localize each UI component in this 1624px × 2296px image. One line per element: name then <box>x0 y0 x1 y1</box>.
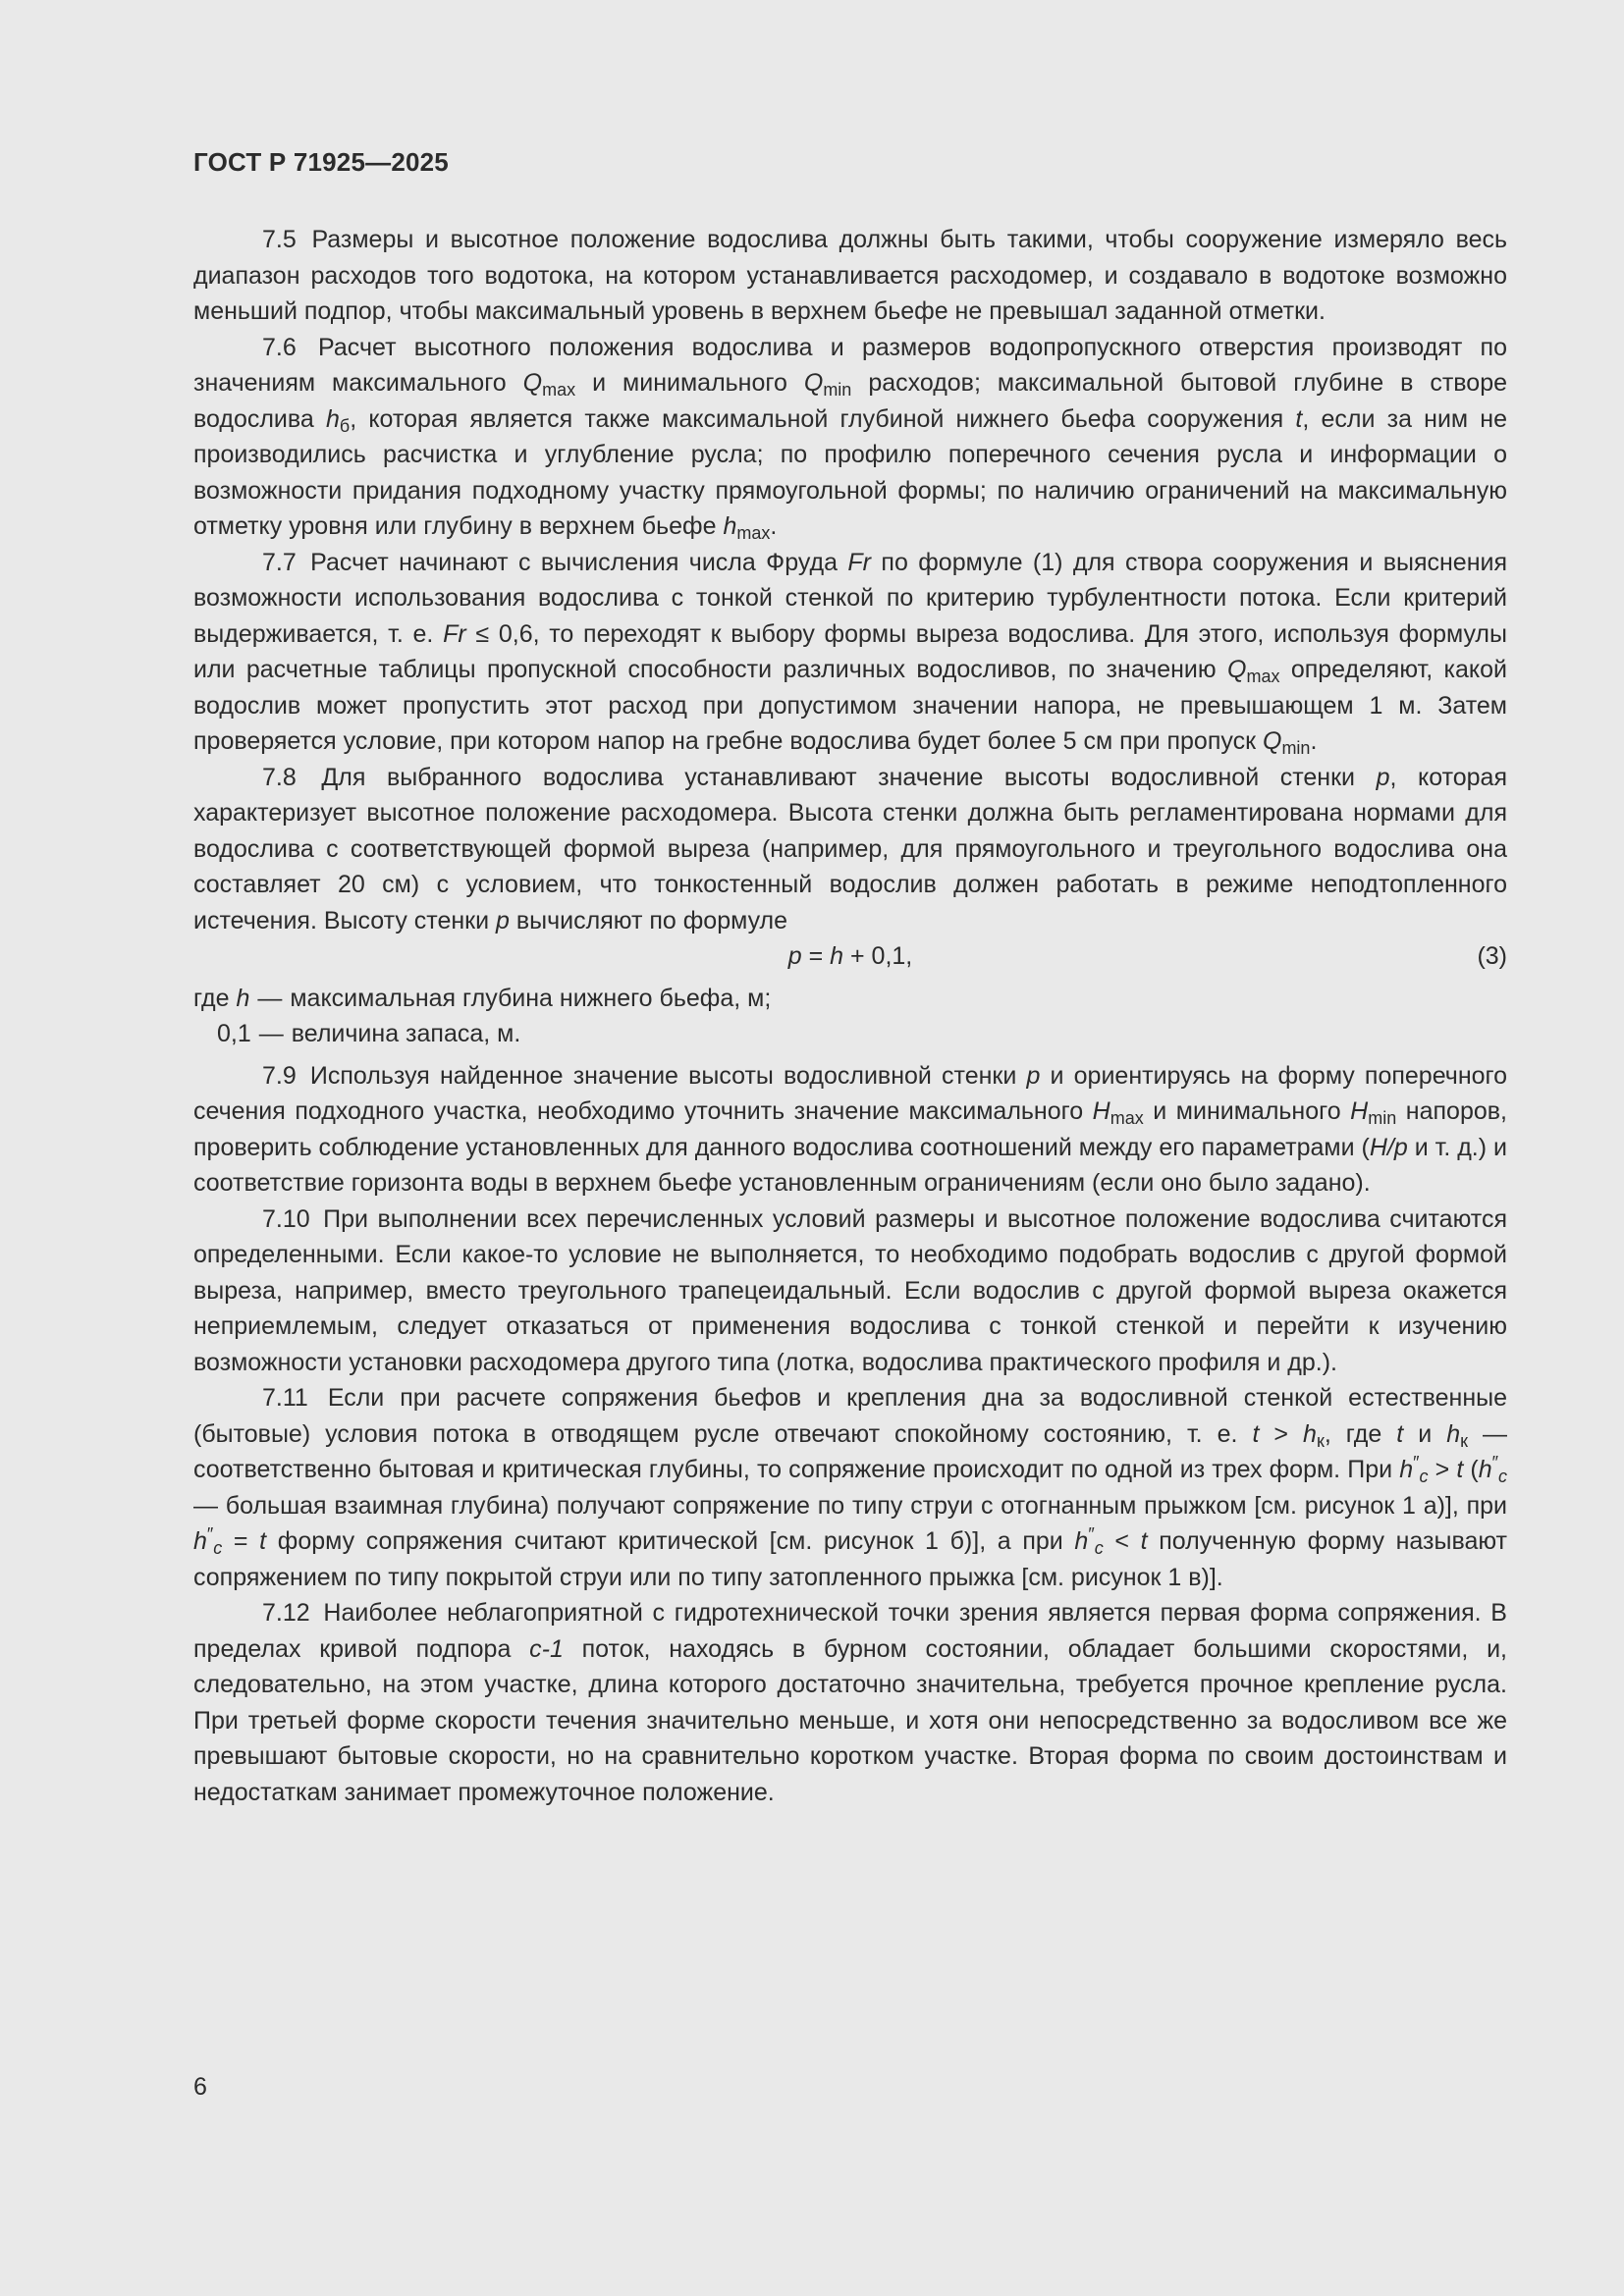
paragraph-7-7 <box>193 545 1507 760</box>
variable: t <box>1456 1456 1464 1483</box>
variable: Q <box>522 369 543 397</box>
variable: с-1 <box>529 1634 564 1663</box>
subscript: max <box>542 380 576 400</box>
variable-hc <box>193 1524 223 1558</box>
dash: — <box>258 1020 284 1047</box>
variable: h <box>236 984 250 1012</box>
variable: Fr <box>443 619 466 648</box>
paragraph-text: поток, находясь в бурном состоянии, обладает большими скоростями, и, следовательно, на этом участке, длина которого достаточно значительна, требуется прочное крепление русла. При третьей форме скорости течения значительно меньше, и хотя они непосредственно за водосливом все же превышают бытовые скорости, но на сравнительно коротком участке. Вторая форма по своим достоинствам и недостаткам занимает промежуточное положение. <box>193 1634 1508 1806</box>
paragraph-text: — соответственно бытовая и критическая глубины, то сопряжение происходит по одной из трех форм. При <box>193 1419 1507 1483</box>
paragraph-text: Если при расчете сопряжения бьефов и крепления дна за водосливной стенкой естественные (бытовые) условия потока в отводящем русле отвечают спокойному состоянию, т. е. <box>193 1384 1507 1448</box>
paragraph-text: полученную форму называют сопряжением по типу покрытой струи или по типу затопленного прыжка [см. рисунок 1 в)]. <box>193 1527 1508 1591</box>
subscript: к <box>1460 1430 1468 1451</box>
clause-number: 7.11 <box>262 1384 308 1412</box>
superscript: ″ <box>1413 1453 1420 1472</box>
subscript: max <box>1110 1108 1144 1128</box>
variable: t <box>1295 404 1303 433</box>
paragraph-text: и минимального <box>592 369 787 397</box>
clause-number: 7.6 <box>262 333 297 361</box>
formula-h: h <box>830 942 844 970</box>
variable-hc <box>1074 1524 1104 1558</box>
equation-number: (3) <box>1477 942 1507 970</box>
variable: H <box>1350 1097 1369 1125</box>
operator: > <box>1259 1419 1304 1448</box>
paragraph-text: , которая является также максимальной глубиной нижнего бьефа сооружения <box>350 404 1284 433</box>
where-line-1 <box>193 981 1507 1017</box>
variable: t <box>1252 1419 1260 1448</box>
paragraph-text: . <box>770 512 778 540</box>
superscript: ″ <box>1088 1524 1095 1544</box>
formula-lhs: p <box>787 942 802 970</box>
paragraph-7-5 <box>193 222 1507 330</box>
paragraph-7-11 <box>193 1380 1507 1595</box>
paragraph-7-8 <box>193 760 1507 939</box>
variable: Q <box>1227 656 1247 683</box>
subscript: max <box>736 523 771 543</box>
paragraph-text: Наиболее неблагоприятной с гидротехнической точки зрения является первая форма сопряжения. В пределах кривой подпора <box>193 1599 1507 1663</box>
clause-number: 7.12 <box>262 1599 310 1627</box>
paragraph-text: Размеры и высотное положение водослива должны быть такими, чтобы сооружение измеряло весь диапазон расходов того водотока, на котором устанавливается расходомер, и создавало в водотоке возможно меньший подпор, чтобы максимальный уровень в верхнем бьефе не превышал заданной отметки. <box>193 226 1507 325</box>
paragraph-text: , которая характеризует высотное положение расходомера. Высота стенки должна быть регламентирована нормами для водослива с соответствующей формой выреза (например, для прямоугольного и треугольного водослива она составляет 20 см) с условием, что тонкостенный водослив должен работать в режиме неподтопленного истечения. Высоту стенки <box>193 763 1508 934</box>
document-body <box>193 222 1507 1810</box>
where-line-2 <box>217 1016 1507 1052</box>
variable: h <box>723 512 737 540</box>
paragraph-text: форму сопряжения считают критической [см. рисунок 1 б)], а при <box>277 1527 1063 1555</box>
clause-number: 7.10 <box>262 1204 310 1233</box>
variable: p <box>1376 763 1390 791</box>
variable: Q <box>803 369 824 397</box>
variable: h <box>1446 1419 1461 1448</box>
variable: h <box>1478 1456 1492 1483</box>
paragraph-text: ( <box>1470 1456 1479 1483</box>
paragraph-7-9 <box>193 1058 1507 1201</box>
clause-number: 7.5 <box>262 226 297 253</box>
subscript: max <box>1246 667 1280 686</box>
variable: Q <box>1262 727 1282 755</box>
superscript: ″ <box>206 1524 214 1544</box>
variable: h <box>193 1527 207 1555</box>
variable: p <box>496 906 510 934</box>
where-description: максимальная глубина нижнего бьефа, м; <box>290 984 772 1012</box>
paragraph-text: Используя найденное значение высоты водосливной стенки <box>309 1061 1017 1090</box>
paragraph-text: и ориентируясь на форму поперечного сечения подходного участка, необходимо уточнить значение максимального <box>193 1061 1507 1125</box>
operator: < <box>1103 1527 1141 1555</box>
subscript: min <box>823 380 852 400</box>
formula-rhs: + 0,1, <box>843 942 913 970</box>
variable: t <box>1396 1419 1404 1448</box>
paragraph-text: и т. д.) и соответствие горизонта воды в верхнем бьефе установленным ограничениям (если оно было задано). <box>193 1133 1507 1197</box>
variable: p <box>1026 1061 1041 1090</box>
subscript: min <box>1368 1108 1397 1128</box>
formula-equals: = <box>801 942 831 970</box>
page-number: 6 <box>193 2073 207 2101</box>
variable: t <box>259 1527 267 1555</box>
paragraph-text: Расчет высотного положения водослива и размеров водопропускного отверстия производят по значениям максимального <box>193 333 1507 397</box>
paragraph-text: Для выбранного водослива устанавливают значение высоты водосливной стенки <box>321 763 1356 791</box>
paragraph-7-6 <box>193 330 1507 545</box>
variable: h <box>1399 1456 1414 1483</box>
paragraph-text: и <box>1418 1419 1433 1448</box>
document-header: ГОСТ Р 71925—2025 <box>193 147 449 177</box>
variable: h <box>326 404 340 433</box>
formula-3 <box>193 938 1507 975</box>
variable: h <box>1074 1527 1089 1555</box>
paragraph-text: ≤ 0,6, то переходят к выбору формы выреза водослива. Для этого, используя формулы или расчетные таблицы пропускной способности различных водосливов, по значению <box>193 619 1507 683</box>
paragraph-text: При выполнении всех перечисленных условий размеры и высотное положение водослива считаются определенными. Если какое-то условие не выполняется, то необходимо подобрать водослив с другой формой выреза, например, вместо треугольного трапецеидальный. Если водослив с другой формой выреза окажется неприемлемым, следует отказаться от применения водослива с тонкой стенкой и перейти к изучению возможности установки расходомера другого типа (лотка, водослива практического профиля и др.). <box>193 1204 1507 1376</box>
paragraph-7-10 <box>193 1201 1507 1381</box>
subscript: с <box>1498 1467 1508 1486</box>
operator: > <box>1428 1456 1457 1483</box>
variable: Fr <box>847 548 871 576</box>
subscript: с <box>1419 1467 1429 1486</box>
variable-hc <box>1399 1453 1429 1486</box>
paragraph-text: вычисляют по формуле <box>515 906 788 934</box>
paragraph-text: и минимального <box>1153 1097 1341 1125</box>
paragraph-text: , где <box>1324 1419 1382 1448</box>
paragraph-text: Расчет начинают с вычисления числа Фруда <box>310 548 838 576</box>
where-value: 0,1 <box>217 1020 251 1047</box>
paragraph-text: расходов; максимальной бытовой глубине в створе водослива <box>193 369 1508 433</box>
where-description: величина запаса, м. <box>291 1020 521 1047</box>
paragraph-text: — большая взаимная глубина) получают сопряжение по типу струи с отогнанным прыжком [см. рисунок 1 а)], при <box>193 1491 1507 1520</box>
operator: = <box>222 1527 260 1555</box>
variable: H <box>1092 1097 1110 1125</box>
where-label: где <box>193 984 230 1012</box>
clause-number: 7.8 <box>262 763 297 791</box>
subscript: к <box>1316 1430 1325 1451</box>
paragraph-text: . <box>1310 727 1318 755</box>
clause-number: 7.9 <box>262 1061 297 1090</box>
variable: h <box>1303 1419 1317 1448</box>
dash: — <box>257 984 283 1012</box>
paragraph-text: по формуле (1) для створа сооружения и выяснения возможности использования водослива с тонкой стенкой по критерию турбулентности потока. Если критерий выдерживается, т. е. <box>193 548 1508 648</box>
paragraph-7-12 <box>193 1595 1507 1810</box>
subscript: min <box>1281 738 1311 758</box>
subscript: с <box>1094 1538 1104 1558</box>
variable: t <box>1140 1527 1148 1555</box>
variable: H/p <box>1369 1133 1408 1161</box>
clause-number: 7.7 <box>262 548 297 576</box>
paragraph-text: напоров, проверить соблюдение установленных для данного водослива соотношений между его параметрами ( <box>193 1097 1507 1161</box>
superscript: ″ <box>1491 1453 1499 1472</box>
paragraph-text: определяют, какой водослив может пропустить этот расход при допустимом значении напора, не превышающем 1 м. Затем проверяется условие, при котором напор на гребне водослива будет более 5 см при пропуск <box>193 656 1507 755</box>
subscript: б <box>339 415 351 436</box>
paragraph-text: , если за ним не производились расчистка и углубление русла; по профилю поперечного сечения русла и информации о возможности придания подходному участку прямоугольной формы; по наличию ограничений на максимальную отметку уровня или глубину в верхнем бьефе <box>193 404 1507 540</box>
subscript: с <box>213 1538 223 1558</box>
variable-hc <box>1478 1453 1508 1486</box>
